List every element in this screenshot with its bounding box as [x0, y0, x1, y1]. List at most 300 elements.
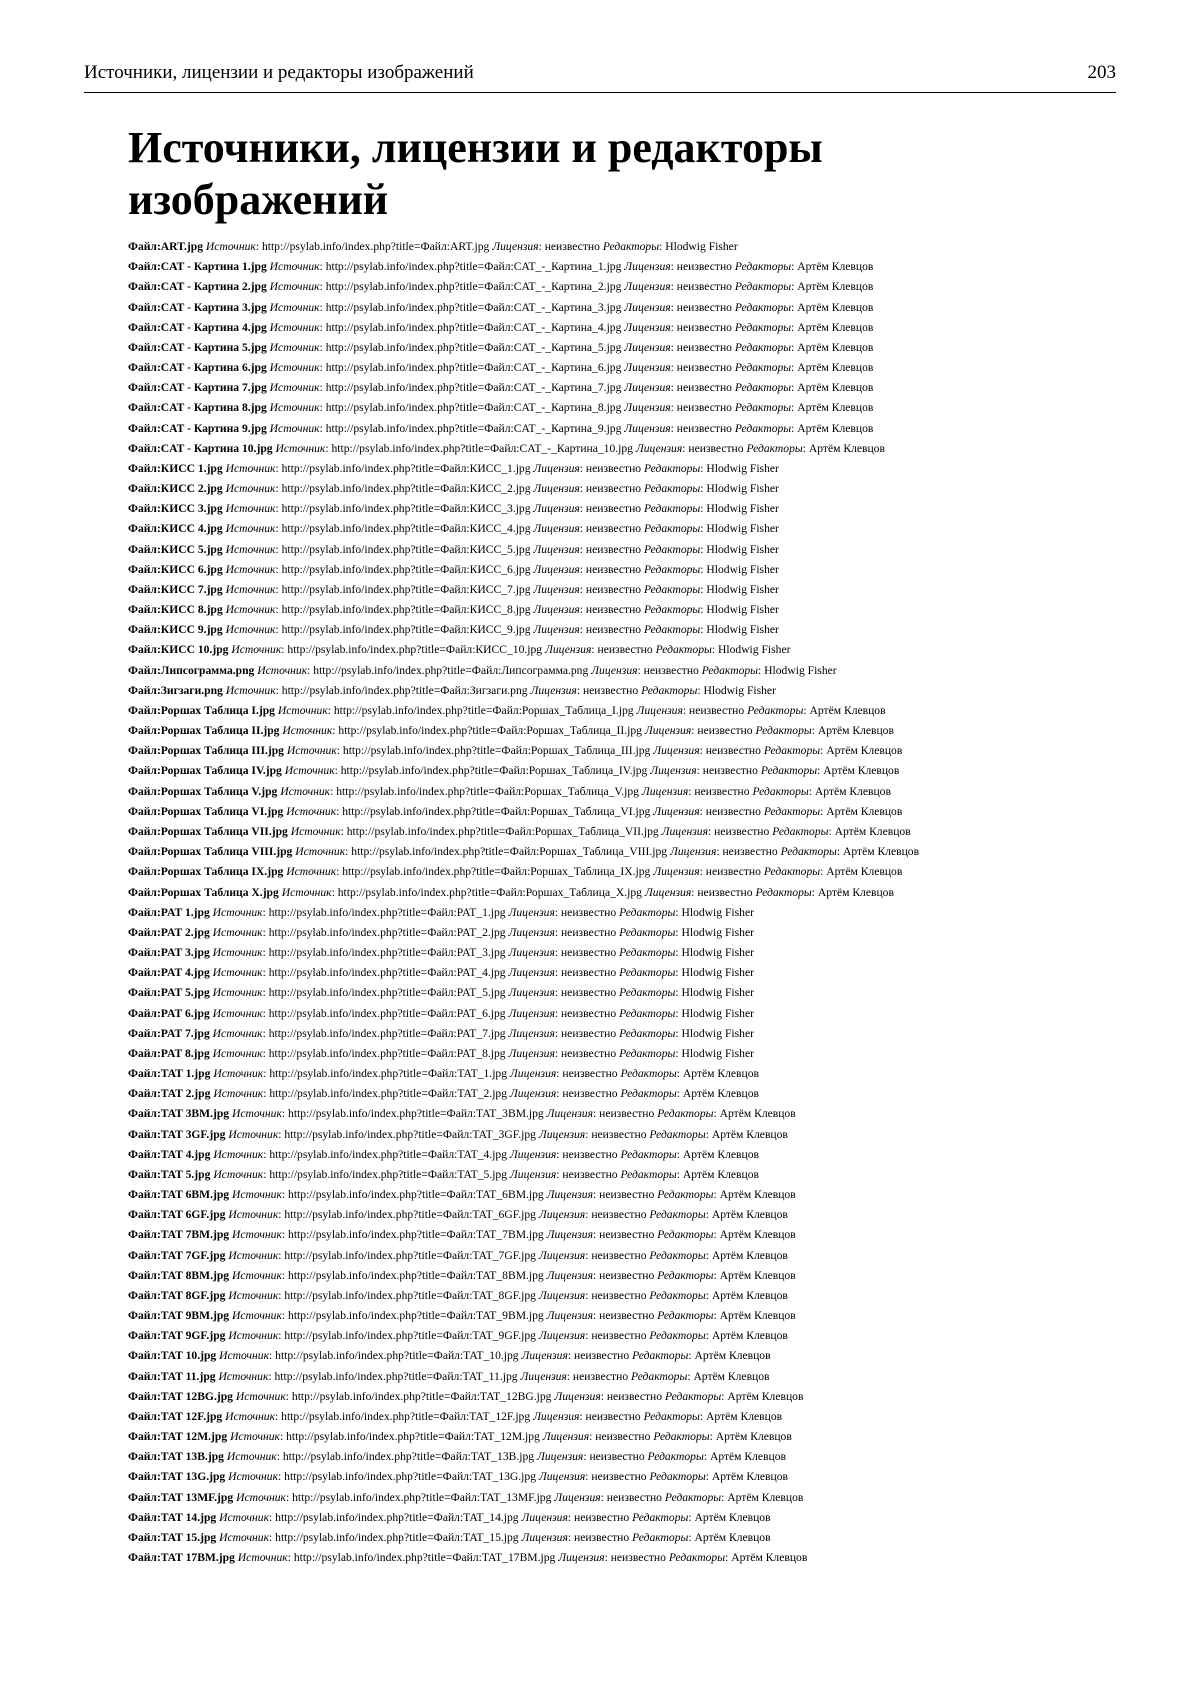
entry-license-label[interactable]: Лицензия [624, 260, 671, 274]
entry-license-label[interactable]: Лицензия [533, 502, 580, 516]
entry-source-link[interactable]: http://psylab.info/index.php?title=Файл:CAT_-_Картина_7.jpg [325, 381, 622, 395]
entry-file-name: Файл:Липсограмма.png [128, 663, 255, 677]
entry-license-label[interactable]: Лицензия [653, 804, 700, 818]
entry-file-name: Файл:Роршах Таблица I.jpg [128, 703, 275, 717]
entry-source-label[interactable]: Источник [232, 1188, 282, 1202]
entry-editors-value: Артём Клевцов [797, 320, 874, 334]
entry-license-value: неизвестно [585, 623, 642, 637]
entry-editors-label[interactable]: Редакторы [653, 1430, 710, 1444]
entry-source-link[interactable]: http://psylab.info/index.php?title=Файл:Роршах_Таблица_VI.jpg [342, 804, 651, 818]
entry-license-label[interactable]: Лицензия [538, 1248, 586, 1262]
entry-source-link[interactable]: http://psylab.info/index.php?title=Файл:TAT_6GF.jpg [284, 1208, 536, 1222]
entry-source-link[interactable]: http://psylab.info/index.php?title=Файл:CAT_-_Картина_8.jpg [325, 401, 622, 415]
entry-license-label[interactable]: Лицензия [546, 1228, 593, 1242]
entry-license-label[interactable]: Лицензия [538, 1127, 586, 1141]
entry-editors-label[interactable]: Редакторы [734, 280, 792, 294]
entry-source-link[interactable]: http://psylab.info/index.php?title=Файл:PAT_7.jpg [268, 1026, 506, 1040]
entry-editors-value: Hlodwig Fisher [681, 946, 754, 960]
entry-source-label[interactable]: Источник [282, 724, 333, 738]
entry-license-label[interactable]: Лицензия [508, 966, 555, 980]
entry-source-link[interactable]: http://psylab.info/index.php?title=Файл:PAT_8.jpg [268, 1046, 506, 1060]
entry-editors-label[interactable]: Редакторы [644, 482, 701, 496]
entry-license-label[interactable]: Лицензия [533, 603, 580, 617]
entry-source-label[interactable]: Источник [225, 623, 276, 637]
entry-source-label[interactable]: Источник [269, 421, 320, 435]
entry-source-label[interactable]: Источник [218, 1369, 269, 1383]
entry-editors-value: Hlodwig Fisher [681, 905, 754, 919]
entry-editors-value: Hlodwig Fisher [681, 966, 754, 980]
entry-license-label[interactable]: Лицензия [508, 946, 555, 960]
entry-editors-label[interactable]: Редакторы [632, 1349, 689, 1363]
entry-editors-label[interactable]: Редакторы [734, 260, 792, 274]
entry-editors-label[interactable]: Редакторы [655, 643, 712, 657]
entry-editors-label[interactable]: Редакторы [755, 724, 812, 738]
entry-source-link[interactable]: http://psylab.info/index.php?title=Файл:TAT_1.jpg [269, 1067, 508, 1081]
entry-source-label[interactable]: Источник [269, 300, 320, 314]
entry-source-link[interactable]: http://psylab.info/index.php?title=Файл:КИСС_10.jpg [287, 643, 543, 657]
entry-editors-label[interactable]: Редакторы [620, 1087, 677, 1101]
entry-editors-value: Артём Клевцов [808, 441, 885, 455]
entry-license-label[interactable]: Лицензия [492, 240, 539, 253]
entry-license-label[interactable]: Лицензия [641, 784, 689, 798]
entry-editors-label[interactable]: Редакторы [619, 925, 676, 939]
entry-editors-label[interactable]: Редакторы [755, 885, 812, 899]
entry-source-label[interactable]: Источник [269, 320, 320, 334]
entry-source-label[interactable]: Источник [212, 925, 263, 939]
entry-license-label[interactable]: Лицензия [538, 1288, 586, 1302]
entry-editors-label[interactable]: Редакторы [632, 1531, 689, 1544]
entry-source-link[interactable]: http://psylab.info/index.php?title=Файл:TAT_12F.jpg [281, 1409, 531, 1423]
entry-license-label[interactable]: Лицензия [558, 1551, 605, 1565]
list-item: Файл:TAT 6BM.jpg Источник: http://psylab.info/index.php?title=Файл:TAT_6BM.jpg Лицензия: неизвестно Редакторы: Артём Клевцов [128, 1188, 796, 1202]
entry-license-label[interactable]: Лицензия [624, 381, 671, 395]
entry-license-label[interactable]: Лицензия [546, 1107, 593, 1121]
entry-license-value: неизвестно [697, 885, 753, 899]
entry-source-link[interactable]: http://psylab.info/index.php?title=Файл:CAT_-_Картина_6.jpg [325, 361, 622, 375]
entry-license-label[interactable]: Лицензия [644, 724, 692, 738]
entry-editors-label[interactable]: Редакторы [644, 603, 701, 617]
entry-source-link[interactable]: http://psylab.info/index.php?title=Файл:КИСС_7.jpg [281, 582, 531, 596]
entry-source-label[interactable]: Источник [277, 703, 328, 717]
entry-source-link[interactable]: http://psylab.info/index.php?title=Файл:CAT_-_Картина_9.jpg [325, 421, 622, 435]
entry-license-label[interactable]: Лицензия [533, 522, 580, 536]
list-item: Файл:КИСС 8.jpg Источник: http://psylab.info/index.php?title=Файл:КИСС_8.jpg Лицензия: неизвестно Редакторы: Hlodwig Fisher [128, 603, 779, 617]
entry-editors-label[interactable]: Редакторы [644, 562, 701, 576]
entry-license-label[interactable]: Лицензия [636, 703, 683, 717]
entry-source-label[interactable]: Источник [286, 865, 337, 879]
entry-source-link[interactable]: http://psylab.info/index.php?title=Файл:КИСС_8.jpg [281, 603, 531, 617]
entry-source-link[interactable]: http://psylab.info/index.php?title=Файл:TAT_3BM.jpg [288, 1107, 544, 1121]
entry-source-label[interactable]: Источник [213, 1147, 264, 1161]
entry-source-label[interactable]: Источник [231, 643, 282, 657]
entry-license-label[interactable]: Лицензия [509, 1087, 557, 1101]
entry-file-name: Файл:Роршах Таблица III.jpg [128, 744, 284, 758]
entry-editors-label[interactable]: Редакторы [747, 703, 804, 717]
entry-source-label[interactable]: Источник [225, 522, 276, 536]
entry-source-label[interactable]: Источник [212, 986, 263, 1000]
entry-source-link[interactable]: http://psylab.info/index.php?title=Файл:TAT_12BG.jpg [291, 1389, 552, 1403]
entry-editors-label[interactable]: Редакторы [644, 461, 701, 475]
entry-source-link[interactable]: http://psylab.info/index.php?title=Файл:TAT_5.jpg [269, 1167, 508, 1181]
entry-license-value: неизвестно [606, 1490, 662, 1504]
entry-source-link[interactable]: http://psylab.info/index.php?title=Файл:CAT_-_Картина_5.jpg [325, 340, 622, 354]
entry-source-link[interactable]: http://psylab.info/index.php?title=Файл:TAT_8GF.jpg [284, 1288, 536, 1302]
entry-editors-label[interactable]: Редакторы [644, 502, 701, 516]
entry-source-label[interactable]: Источник [236, 1490, 286, 1504]
entry-source-link[interactable]: http://psylab.info/index.php?title=Файл:CAT_-_Картина_3.jpg [325, 300, 622, 314]
entry-file-name: Файл:CAT - Картина 2.jpg [128, 280, 267, 294]
entry-editors-label[interactable]: Редакторы [657, 1309, 714, 1323]
entry-editors-label[interactable]: Редакторы [734, 340, 792, 354]
entry-source-link[interactable]: http://psylab.info/index.php?title=Файл:Роршах_Таблица_VII.jpg [346, 824, 659, 838]
entry-source-label[interactable]: Источник [280, 784, 331, 798]
entry-editors-label[interactable]: Редакторы [641, 683, 698, 697]
entry-source-label[interactable]: Источник [275, 441, 326, 455]
entry-license-value: неизвестно [705, 804, 761, 818]
entry-editors-label[interactable]: Редакторы [619, 986, 676, 1000]
entry-license-label[interactable]: Лицензия [635, 441, 683, 455]
entry-source-label[interactable]: Источник [228, 1248, 279, 1262]
entry-editors-value: Артём Клевцов [727, 1490, 804, 1504]
entry-source-label[interactable]: Источник [290, 824, 341, 838]
entry-source-link[interactable]: http://psylab.info/index.php?title=Файл:PAT_4.jpg [268, 966, 506, 980]
entry-source-link[interactable]: http://psylab.info/index.php?title=Файл:КИСС_4.jpg [281, 522, 531, 536]
entry-license-label[interactable]: Лицензия [591, 663, 638, 677]
entry-source-link[interactable]: http://psylab.info/index.php?title=Файл:TAT_14.jpg [275, 1510, 519, 1524]
entry-source-label[interactable]: Источник [269, 260, 320, 274]
entry-editors-label[interactable]: Редакторы [734, 421, 792, 435]
entry-source-label[interactable]: Источник [226, 1450, 277, 1464]
entry-license-label[interactable]: Лицензия [653, 744, 700, 758]
entry-source-link[interactable]: http://psylab.info/index.php?title=Файл:TAT_15.jpg [275, 1531, 519, 1544]
entry-file-name: Файл:TAT 2.jpg [128, 1087, 211, 1101]
entry-editors-label[interactable]: Редакторы [649, 1288, 706, 1302]
entry-editors-label[interactable]: Редакторы [763, 744, 821, 758]
entry-license-label[interactable]: Лицензия [530, 683, 577, 697]
entry-source-label[interactable]: Источник [230, 1430, 280, 1444]
entry-source-link[interactable]: http://psylab.info/index.php?title=Файл:КИСС_5.jpg [281, 542, 531, 556]
entry-source-label[interactable]: Источник [232, 1268, 282, 1282]
list-item: Файл:Роршах Таблица V.jpg Источник: http://psylab.info/index.php?title=Файл:Роршах_Таблица_V.jpg Лицензия: неизвестно Редакторы: Артём Клевцов [128, 784, 891, 798]
entry-license-label[interactable]: Лицензия [624, 280, 671, 294]
entry-source-label[interactable]: Источник [281, 885, 332, 899]
entry-license-label[interactable]: Лицензия [508, 1026, 555, 1040]
entry-editors-label[interactable]: Редакторы [602, 240, 660, 253]
entry-editors-label[interactable]: Редакторы [734, 361, 792, 375]
entry-editors-label[interactable]: Редакторы [649, 1208, 706, 1222]
entry-license-label[interactable]: Лицензия [546, 1309, 593, 1323]
list-item: Файл:CAT - Картина 6.jpg Источник: http://psylab.info/index.php?title=Файл:CAT_-_Картина_6.jpg Лицензия: неизвестно Редакторы: Артём Клевцов [128, 361, 874, 375]
entry-editors-label[interactable]: Редакторы [763, 804, 821, 818]
entry-source-link[interactable]: http://psylab.info/index.php?title=Файл:PAT_3.jpg [268, 946, 506, 960]
entry-source-link[interactable]: http://psylab.info/index.php?title=Файл:CAT_-_Картина_4.jpg [325, 320, 622, 334]
entry-source-label[interactable]: Источник [213, 1067, 264, 1081]
entry-source-label[interactable]: Источник [212, 1006, 263, 1020]
entry-editors-label[interactable]: Редакторы [631, 1369, 688, 1383]
entry-source-label[interactable]: Источник [219, 1510, 270, 1524]
entry-editors-label[interactable]: Редакторы [763, 865, 821, 879]
entry-license-label[interactable]: Лицензия [624, 340, 671, 354]
entry-license-label[interactable]: Лицензия [538, 1208, 586, 1222]
entry-source-label[interactable]: Источник [286, 744, 337, 758]
entry-source-link[interactable]: http://psylab.info/index.php?title=Файл:КИСС_2.jpg [281, 482, 531, 496]
entry-editors-label[interactable]: Редакторы [649, 1127, 706, 1141]
entry-license-value: неизвестно [560, 966, 617, 980]
entry-editors-label[interactable]: Редакторы [647, 1450, 704, 1464]
entry-editors-label[interactable]: Редакторы [649, 1329, 706, 1343]
entry-source-link[interactable]: http://psylab.info/index.php?title=Файл:TAT_8BM.jpg [288, 1268, 544, 1282]
entry-editors-label[interactable]: Редакторы [734, 401, 792, 415]
entry-license-label[interactable]: Лицензия [538, 1329, 586, 1343]
entry-source-label[interactable]: Источник [286, 804, 337, 818]
entry-source-label[interactable]: Источник [225, 603, 276, 617]
entry-source-link[interactable]: http://psylab.info/index.php?title=Файл:TAT_9BM.jpg [288, 1309, 544, 1323]
entry-source-link[interactable]: http://psylab.info/index.php?title=Файл:PAT_2.jpg [268, 925, 506, 939]
entry-file-name: Файл:КИСС 7.jpg [128, 582, 223, 596]
entry-license-label[interactable]: Лицензия [653, 865, 700, 879]
entry-editors-label[interactable]: Редакторы [632, 1510, 689, 1524]
entry-editors-label[interactable]: Редакторы [780, 845, 837, 859]
entry-source-label[interactable]: Источник [212, 1026, 263, 1040]
entry-source-link[interactable]: http://psylab.info/index.php?title=Файл:Роршах_Таблица_I.jpg [333, 703, 634, 717]
entry-source-label[interactable]: Источник [228, 1329, 279, 1343]
entry-source-label[interactable]: Источник [228, 1127, 279, 1141]
entry-license-label[interactable]: Лицензия [624, 300, 671, 314]
entry-editors-label[interactable]: Редакторы [643, 1409, 700, 1423]
entry-source-label[interactable]: Источник [219, 1349, 270, 1363]
entry-source-link[interactable]: http://psylab.info/index.php?title=Файл:TAT_13G.jpg [284, 1470, 536, 1484]
entry-source-label[interactable]: Источник [235, 1389, 286, 1403]
entry-source-link[interactable]: http://psylab.info/index.php?title=Файл:КИСС_6.jpg [281, 562, 531, 576]
entry-source-link[interactable]: http://psylab.info/index.php?title=Файл:PAT_1.jpg [268, 905, 506, 919]
entry-source-label[interactable]: Источник [232, 1107, 282, 1121]
entry-license-label[interactable]: Лицензия [546, 1268, 593, 1282]
list-item: Файл:CAT - Картина 8.jpg Источник: http://psylab.info/index.php?title=Файл:CAT_-_Картина_8.jpg Лицензия: неизвестно Редакторы: Артём Клевцов [128, 401, 874, 415]
entry-editors-label[interactable]: Редакторы [772, 824, 829, 838]
entry-editors-label[interactable]: Редакторы [619, 905, 676, 919]
entry-source-link[interactable]: http://psylab.info/index.php?title=Файл:TAT_10.jpg [275, 1349, 519, 1363]
entry-source-label[interactable]: Источник [212, 946, 263, 960]
entry-source-link[interactable]: http://psylab.info/index.php?title=Файл:TAT_7BM.jpg [288, 1228, 544, 1242]
running-header [84, 62, 1116, 93]
entry-source-link[interactable]: http://psylab.info/index.php?title=Файл:TAT_7GF.jpg [284, 1248, 536, 1262]
entry-source-link[interactable]: http://psylab.info/index.php?title=Файл:TAT_9GF.jpg [284, 1329, 536, 1343]
entry-editors-label[interactable]: Редакторы [649, 1470, 706, 1484]
entry-editors-label[interactable]: Редакторы [619, 966, 676, 980]
entry-license-label[interactable]: Лицензия [508, 1006, 555, 1020]
entry-license-value: неизвестно [573, 1531, 630, 1544]
entry-license-label[interactable]: Лицензия [650, 764, 697, 778]
entry-file-name: Файл:TAT 7BM.jpg [128, 1228, 230, 1242]
entry-license-label[interactable]: Лицензия [509, 1067, 557, 1081]
entry-source-link[interactable]: http://psylab.info/index.php?title=Файл:PAT_6.jpg [268, 1006, 506, 1020]
entry-license-label[interactable]: Лицензия [533, 461, 580, 475]
entry-editors-label[interactable]: Редакторы [734, 300, 792, 314]
entry-source-link[interactable]: http://psylab.info/index.php?title=Файл:TAT_17BM.jpg [293, 1551, 556, 1565]
entry-editors-value: Hlodwig Fisher [681, 1046, 754, 1060]
entry-source-link[interactable]: http://psylab.info/index.php?title=Файл:Роршах_Таблица_IV.jpg [340, 764, 648, 778]
entry-editors-label[interactable]: Редакторы [760, 764, 818, 778]
entry-source-label[interactable]: Источник [257, 663, 308, 677]
entry-license-label[interactable]: Лицензия [521, 1531, 568, 1544]
entry-editors-label[interactable]: Редакторы [752, 784, 809, 798]
entry-editors-label[interactable]: Редакторы [644, 522, 701, 536]
entry-source-label[interactable]: Источник [212, 905, 263, 919]
entry-source-label[interactable]: Источник [225, 683, 276, 697]
entry-editors-label[interactable]: Редакторы [619, 1046, 676, 1060]
entry-source-label[interactable]: Источник [225, 502, 276, 516]
entry-editors-label[interactable]: Редакторы [734, 320, 792, 334]
entry-license-label[interactable]: Лицензия [533, 542, 580, 556]
entry-editors-label[interactable]: Редакторы [620, 1167, 677, 1181]
entry-source-link[interactable]: http://psylab.info/index.php?title=Файл:TAT_12M.jpg [286, 1430, 540, 1444]
entry-editors-label[interactable]: Редакторы [619, 946, 676, 960]
entry-editors-label[interactable]: Редакторы [657, 1188, 714, 1202]
entry-editors-label[interactable]: Редакторы [657, 1228, 714, 1242]
entry-editors-label[interactable]: Редакторы [734, 381, 792, 395]
entry-license-label[interactable]: Лицензия [545, 643, 592, 657]
entry-source-label[interactable]: Источник [269, 340, 320, 354]
entry-source-link[interactable]: http://psylab.info/index.php?title=Файл:TAT_13B.jpg [282, 1450, 535, 1464]
entry-source-link[interactable]: http://psylab.info/index.php?title=Файл:Зигзаги.png [281, 683, 528, 697]
entry-license-label[interactable]: Лицензия [644, 885, 692, 899]
entry-license-label[interactable]: Лицензия [509, 1167, 557, 1181]
entry-license-label[interactable]: Лицензия [546, 1188, 593, 1202]
entry-license-label[interactable]: Лицензия [554, 1389, 601, 1403]
entry-source-label[interactable]: Источник [225, 562, 276, 576]
entry-license-label[interactable]: Лицензия [509, 1147, 557, 1161]
entry-source-link[interactable]: http://psylab.info/index.php?title=Файл:Роршах_Таблица_VIII.jpg [351, 845, 668, 859]
entry-editors-label[interactable]: Редакторы [668, 1551, 726, 1565]
entry-source-label[interactable]: Источник [225, 582, 276, 596]
entry-editors-label[interactable]: Редакторы [620, 1147, 677, 1161]
entry-source-link[interactable]: http://psylab.info/index.php?title=Файл:TAT_6BM.jpg [288, 1188, 544, 1202]
entry-license-label[interactable]: Лицензия [624, 320, 671, 334]
entry-editors-label[interactable]: Редакторы [664, 1389, 722, 1403]
entry-source-link[interactable]: http://psylab.info/index.php?title=Файл:ART.jpg [261, 240, 490, 253]
entry-source-link[interactable]: http://psylab.info/index.php?title=Файл:Роршах_Таблица_X.jpg [337, 885, 642, 899]
entry-license-label[interactable]: Лицензия [554, 1490, 601, 1504]
entry-license-label[interactable]: Лицензия [542, 1430, 590, 1444]
entry-source-link[interactable]: http://psylab.info/index.php?title=Файл:КИСС_1.jpg [281, 461, 531, 475]
entry-source-label[interactable]: Источник [225, 1409, 276, 1423]
entry-editors-value: Артём Клевцов [727, 1389, 804, 1403]
entry-source-label[interactable]: Источник [237, 1551, 288, 1565]
entry-source-link[interactable]: http://psylab.info/index.php?title=Файл:Роршах_Таблица_IX.jpg [342, 865, 651, 879]
entry-source-label[interactable]: Источник [269, 381, 320, 395]
entry-source-link[interactable]: http://psylab.info/index.php?title=Файл:КИСС_9.jpg [281, 623, 531, 637]
entry-editors-label[interactable]: Редакторы [664, 1490, 722, 1504]
entry-license-label[interactable]: Лицензия [538, 1470, 586, 1484]
entry-source-label[interactable]: Источник [228, 1208, 279, 1222]
entry-source-link[interactable]: http://psylab.info/index.php?title=Файл:CAT_-_Картина_10.jpg [331, 441, 633, 455]
entry-license-label[interactable]: Лицензия [533, 582, 580, 596]
entry-source-label[interactable]: Источник [284, 764, 335, 778]
entry-source-label[interactable]: Источник [225, 482, 276, 496]
entry-source-label[interactable]: Источник [232, 1309, 282, 1323]
entry-source-link[interactable]: http://psylab.info/index.php?title=Файл:TAT_11.jpg [274, 1369, 518, 1383]
entry-license-label[interactable]: Лицензия [521, 1349, 568, 1363]
entry-editors-label[interactable]: Редакторы [746, 441, 803, 455]
entry-source-label[interactable]: Источник [219, 1531, 270, 1544]
entry-license-label[interactable]: Лицензия [533, 482, 580, 496]
entry-source-label[interactable]: Источник [269, 361, 320, 375]
entry-source-link[interactable]: http://psylab.info/index.php?title=Файл:TAT_3GF.jpg [284, 1127, 536, 1141]
entry-source-link[interactable]: http://psylab.info/index.php?title=Файл:Роршах_Таблица_II.jpg [338, 724, 642, 738]
entry-editors-label[interactable]: Редакторы [657, 1268, 714, 1282]
entry-source-label[interactable]: Источник [212, 966, 263, 980]
entry-source-link[interactable]: http://psylab.info/index.php?title=Файл:TAT_13MF.jpg [292, 1490, 552, 1504]
entry-license-label[interactable]: Лицензия [508, 925, 555, 939]
entry-source-label[interactable]: Источник [228, 1470, 279, 1484]
entry-source-label[interactable]: Источник [213, 1087, 264, 1101]
entry-source-label[interactable]: Источник [225, 542, 276, 556]
entry-source-link[interactable]: http://psylab.info/index.php?title=Файл:КИСС_3.jpg [281, 502, 531, 516]
entry-license-label[interactable]: Лицензия [624, 421, 671, 435]
entry-editors-label[interactable]: Редакторы [620, 1067, 677, 1081]
entry-source-link[interactable]: http://psylab.info/index.php?title=Файл:Роршах_Таблица_III.jpg [342, 744, 651, 758]
entry-editors-label[interactable]: Редакторы [619, 1006, 676, 1020]
entry-source-label[interactable]: Источник [228, 1288, 279, 1302]
entry-license-label[interactable]: Лицензия [520, 1369, 567, 1383]
entry-file-name: Файл:CAT - Картина 1.jpg [128, 260, 267, 274]
entry-license-label[interactable]: Лицензия [670, 845, 717, 859]
entry-license-label[interactable]: Лицензия [533, 623, 580, 637]
entry-editors-label[interactable]: Редакторы [701, 663, 759, 677]
entry-license-label[interactable]: Лицензия [508, 1046, 555, 1060]
entry-license-value: неизвестно [560, 946, 617, 960]
entry-license-label[interactable]: Лицензия [533, 562, 580, 576]
entry-source-label[interactable]: Источник [269, 280, 320, 294]
entry-editors-label[interactable]: Редакторы [644, 623, 701, 637]
entry-file-name: Файл:КИСС 6.jpg [128, 562, 223, 576]
entry-source-label[interactable]: Источник [213, 1167, 264, 1181]
entry-source-label[interactable]: Источник [269, 401, 320, 415]
entry-source-label[interactable]: Источник [225, 461, 276, 475]
entry-editors-label[interactable]: Редакторы [644, 582, 701, 596]
entry-license-label[interactable]: Лицензия [661, 824, 708, 838]
entry-license-label[interactable]: Лицензия [624, 401, 671, 415]
entry-editors-label[interactable]: Редакторы [649, 1248, 706, 1262]
entry-editors-value: Артём Клевцов [706, 1409, 783, 1423]
entry-editors-value: Артём Клевцов [817, 885, 894, 899]
entry-editors-label[interactable]: Редакторы [619, 1026, 676, 1040]
entry-license-value: неизвестно [560, 905, 617, 919]
entry-source-link[interactable]: http://psylab.info/index.php?title=Файл:TAT_2.jpg [269, 1087, 508, 1101]
entry-file-name: Файл:TAT 13B.jpg [128, 1450, 224, 1464]
entry-source-label[interactable]: Источник [212, 1046, 263, 1060]
entry-license-label[interactable]: Лицензия [536, 1450, 584, 1464]
entry-source-link[interactable]: http://psylab.info/index.php?title=Файл:CAT_-_Картина_1.jpg [325, 260, 622, 274]
entry-license-label[interactable]: Лицензия [624, 361, 671, 375]
entry-source-link[interactable]: http://psylab.info/index.php?title=Файл:PAT_5.jpg [268, 986, 506, 1000]
entry-source-label[interactable]: Источник [205, 240, 256, 253]
entry-source-label[interactable]: Источник [295, 845, 346, 859]
entry-source-link[interactable]: http://psylab.info/index.php?title=Файл:Роршах_Таблица_V.jpg [336, 784, 639, 798]
entry-license-label[interactable]: Лицензия [533, 1409, 580, 1423]
entry-source-link[interactable]: http://psylab.info/index.php?title=Файл:TAT_4.jpg [269, 1147, 508, 1161]
entry-source-link[interactable]: http://psylab.info/index.php?title=Файл:CAT_-_Картина_2.jpg [325, 280, 622, 294]
entry-editors-label[interactable]: Редакторы [657, 1107, 714, 1121]
entry-source-link[interactable]: http://psylab.info/index.php?title=Файл:Липсограмма.png [313, 663, 589, 677]
entry-editors-label[interactable]: Редакторы [644, 542, 701, 556]
entry-source-label[interactable]: Источник [232, 1228, 282, 1242]
entry-license-label[interactable]: Лицензия [508, 986, 555, 1000]
entry-license-label[interactable]: Лицензия [508, 905, 555, 919]
entry-file-name: Файл:TAT 17BM.jpg [128, 1551, 235, 1565]
entry-license-label[interactable]: Лицензия [521, 1510, 568, 1524]
list-item: Файл:КИСС 10.jpg Источник: http://psylab.info/index.php?title=Файл:КИСС_10.jpg Лицензия: неизвестно Редакторы: Hlodwig Fisher [128, 643, 791, 657]
